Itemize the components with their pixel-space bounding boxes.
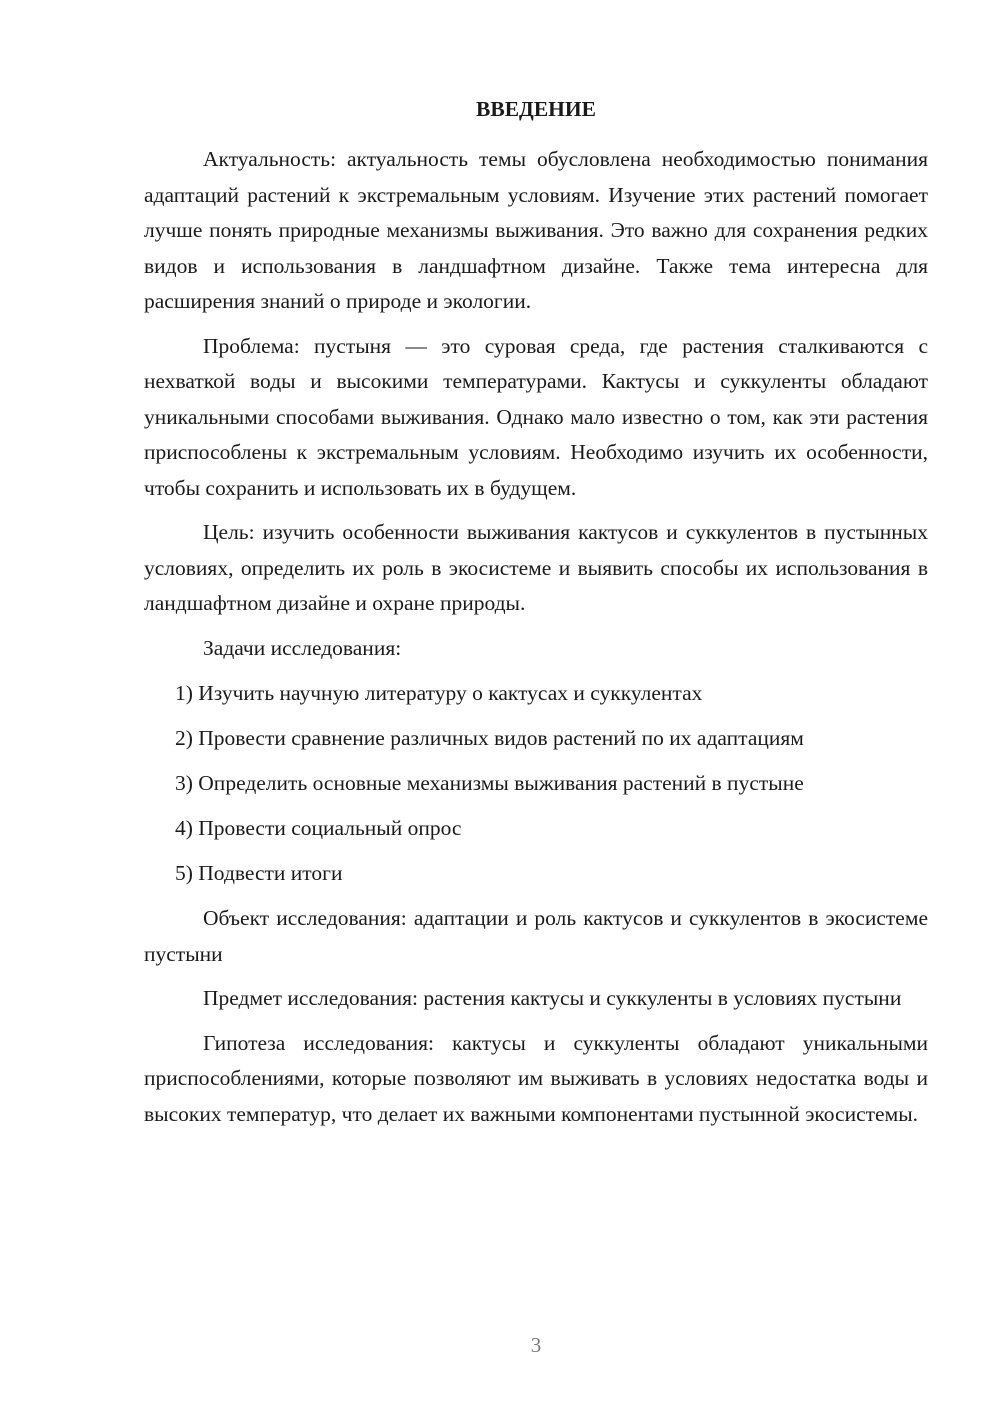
task-item-3: 3) Определить основные механизмы выживания растений в пустыне <box>175 771 804 795</box>
paragraph-object: Объект исследования: адаптации и роль кактусов и суккулентов в экосистеме пустыни <box>144 906 928 966</box>
task-item-5: 5) Подвести итоги <box>175 861 343 885</box>
paragraph-goal: Цель: изучить особенности выживания кактусов и суккулентов в пустынных условиях, определить их роль в экосистеме и выявить способы их использования в ландшафтном дизайне и охране природы. <box>144 520 928 615</box>
task-item-1: 1) Изучить научную литературу о кактусах и суккулентах <box>175 681 703 705</box>
paragraph-problem: Проблема: пустыня — это суровая среда, где растения сталкиваются с нехваткой воды и высокими температурами. Кактусы и суккуленты обладают уникальными способами выживания. Однако мало известно о том, как эти растения приспособлены к экстремальным условиям. Необходимо изучить их особенности, чтобы сохранить и использовать их в будущем. <box>144 333 928 500</box>
paragraph-relevance: Актуальность: актуальность темы обусловлена необходимостью понимания адаптаций растений к экстремальным условиям. Изучение этих растений помогает лучше понять природные механизмы выживания. Это важно для сохранения редких видов и использования в ландшафтном дизайне. Также тема интересна для расширения знаний о природе и экологии. <box>144 147 928 313</box>
task-item-4: 4) Провести социальный опрос <box>175 816 462 840</box>
tasks-title: Задачи исследования: <box>203 635 402 660</box>
page-number: 3 <box>530 1333 542 1357</box>
paragraph-subject: Предмет исследования: растения кактусы и суккуленты в условиях пустыни <box>203 986 902 1010</box>
paragraph-hypothesis: Гипотеза исследования: кактусы и суккуленты обладают уникальными приспособлениями, которые позволяют им выживать в условиях недостатка воды и высоких температур, что делает их важными компонентами пустынной экосистемы. <box>144 1030 928 1126</box>
task-item-2: 2) Провести сравнение различных видов растений по их адаптациям <box>175 726 804 750</box>
task-list <box>144 676 928 892</box>
page-title: ВВЕДЕНИЕ <box>476 97 596 121</box>
document-page <box>144 92 928 1141</box>
